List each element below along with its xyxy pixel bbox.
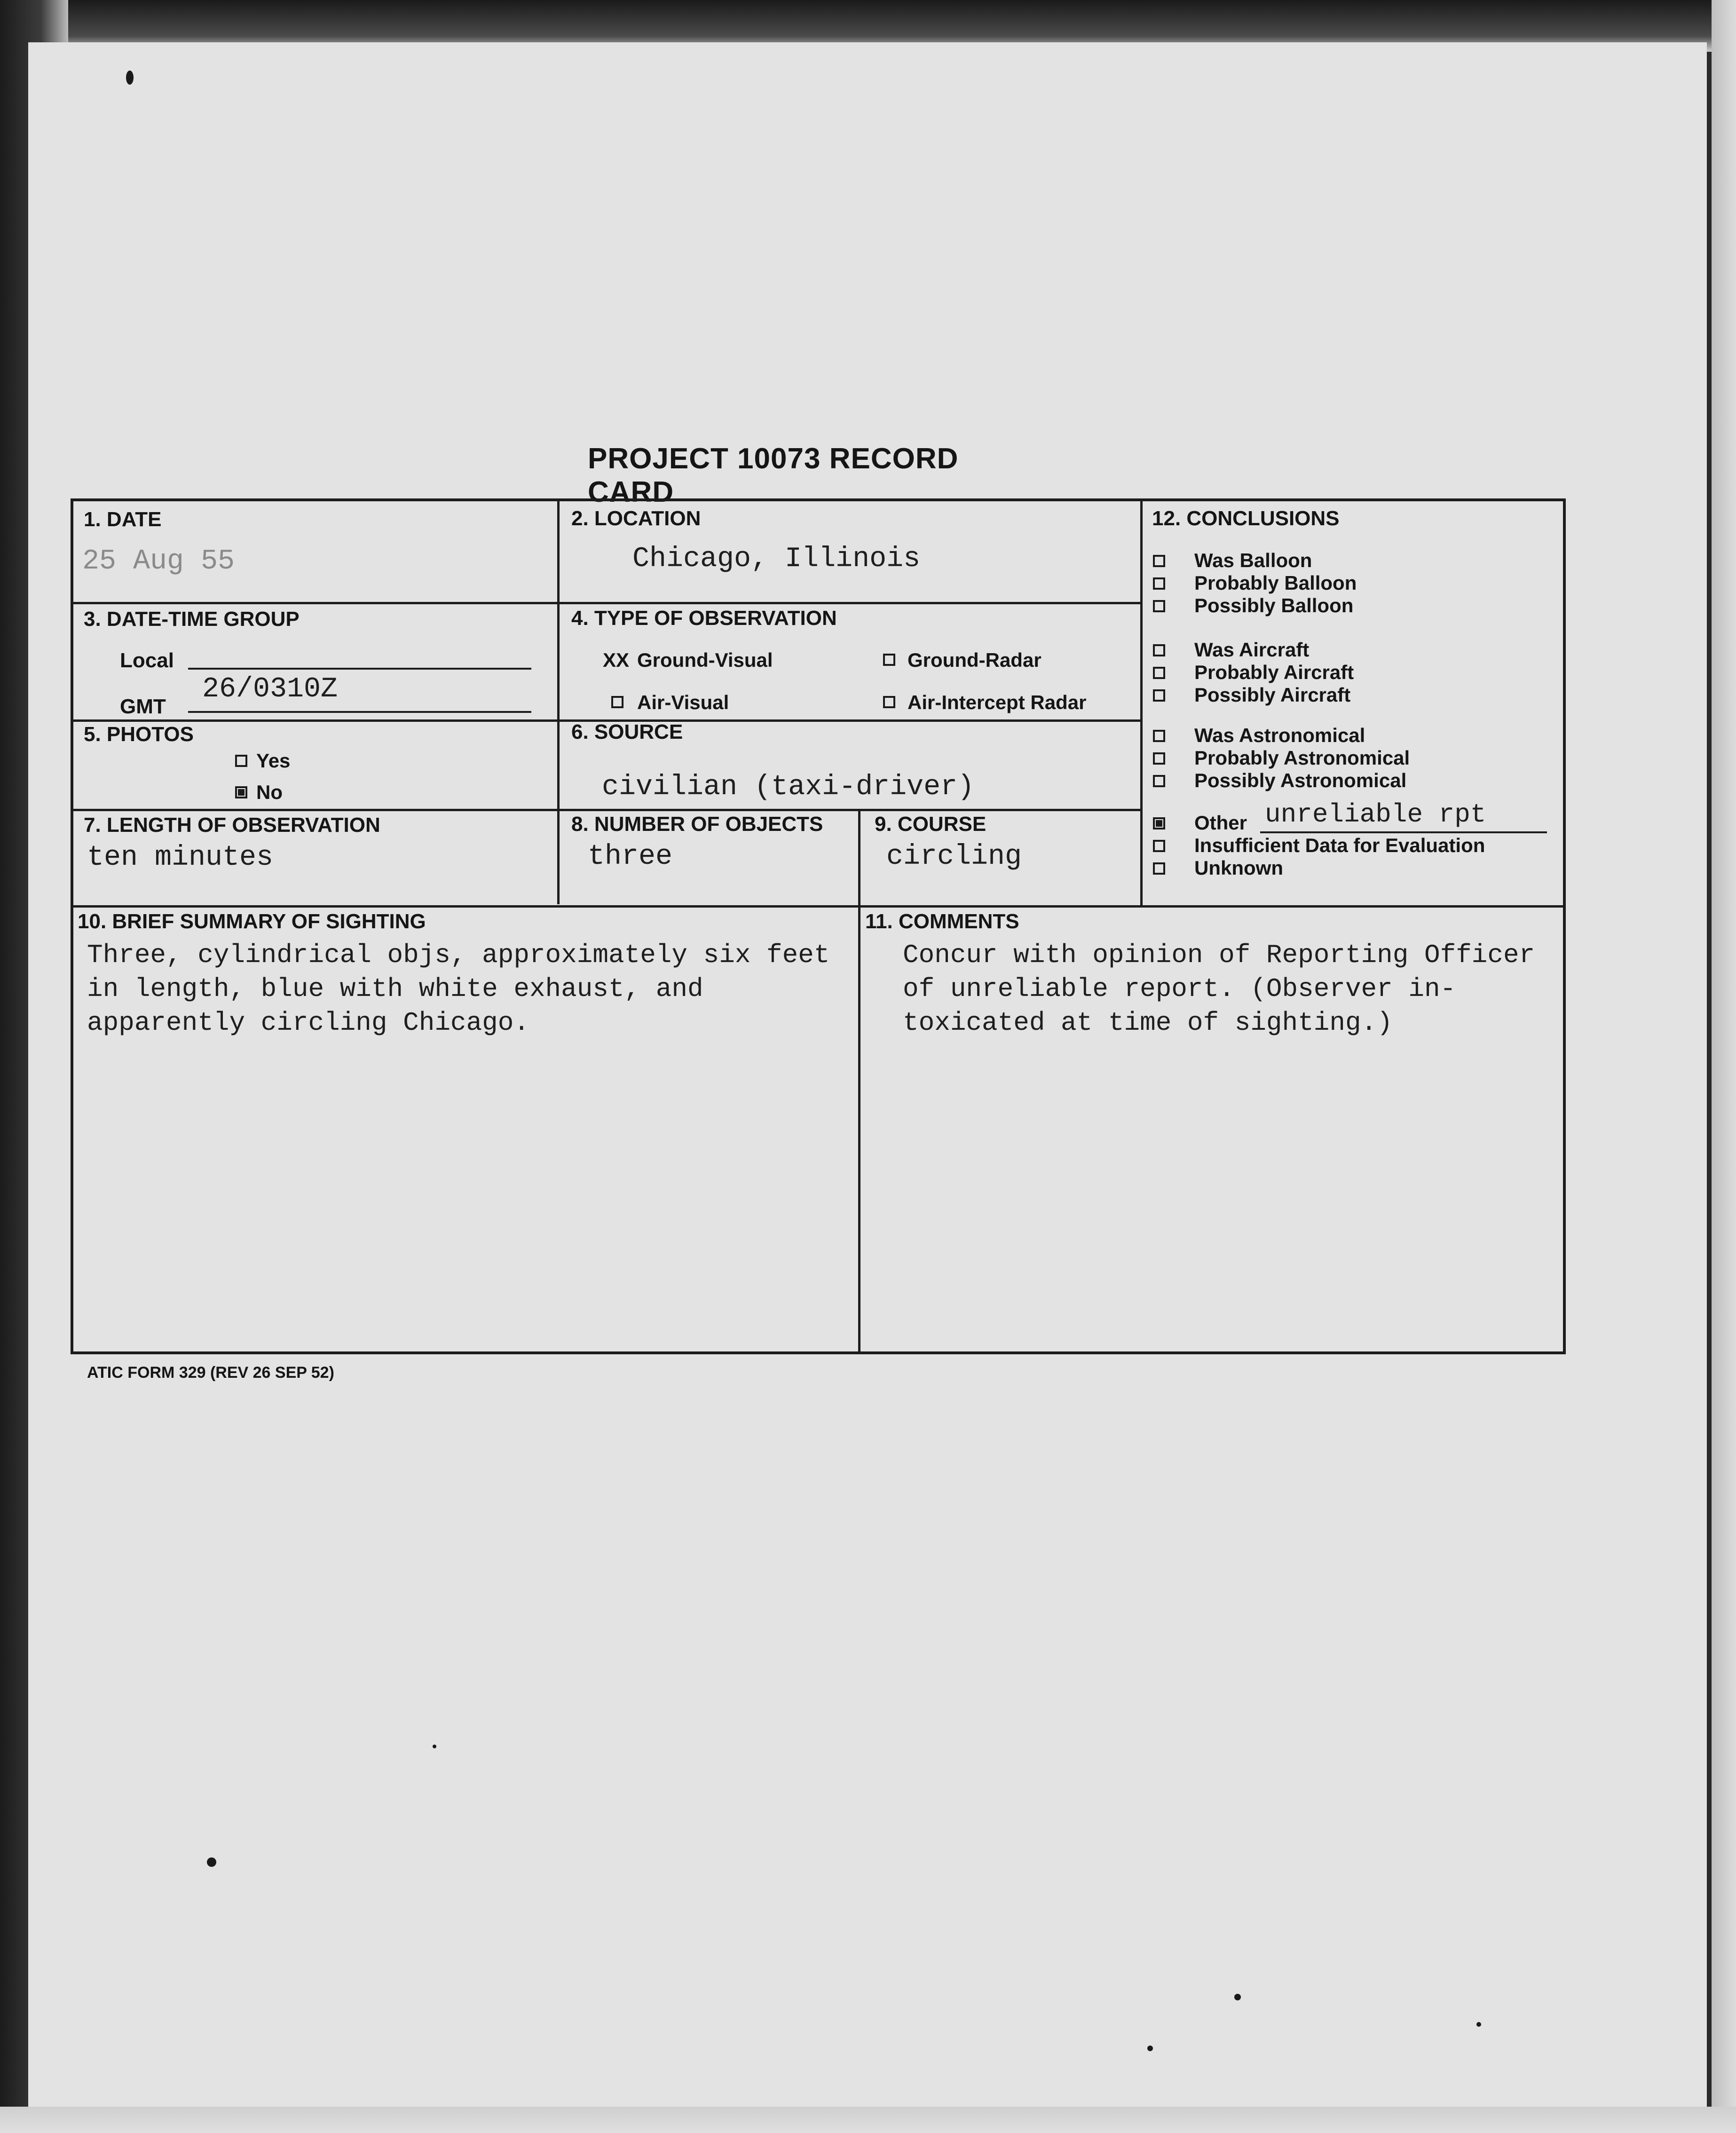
ground-radar-label: Ground-Radar: [907, 649, 1042, 671]
scan-edge-right: [1712, 0, 1736, 2133]
photos-no-label: No: [256, 781, 283, 803]
was-balloon-checkbox[interactable]: [1153, 555, 1165, 567]
date-value: 25 Aug 55: [82, 545, 235, 577]
form-footer: ATIC FORM 329 (REV 26 SEP 52): [87, 1364, 334, 1382]
dtg-gmt-line: [188, 711, 531, 713]
divider-row1: [71, 602, 1143, 604]
comments-line-2: of unreliable report. (Observer in-: [903, 974, 1456, 1004]
possibly-balloon-checkbox[interactable]: [1153, 600, 1165, 612]
comments-line-1: Concur with opinion of Reporting Officer: [903, 940, 1535, 970]
comments-label: 11. COMMENTS: [865, 910, 1019, 933]
was-astronomical-label: Was Astronomical: [1194, 724, 1365, 746]
dtg-gmt-value: 26/0310Z: [202, 673, 338, 705]
probably-aircraft-checkbox[interactable]: [1153, 667, 1165, 679]
unknown-checkbox[interactable]: [1153, 862, 1165, 875]
possibly-aircraft-checkbox[interactable]: [1153, 689, 1165, 702]
summary-label: 10. BRIEF SUMMARY OF SIGHTING: [78, 910, 426, 933]
scan-edge-bottom: [0, 2107, 1736, 2133]
photos-yes-checkbox[interactable]: [235, 755, 247, 767]
was-astronomical-checkbox[interactable]: [1153, 730, 1165, 742]
summary-line-1: Three, cylindrical objs, approximately six feet: [87, 940, 830, 970]
divider-col-conclusions: [1140, 500, 1143, 908]
other-value: unreliable rpt: [1265, 799, 1486, 830]
divider-row4: [71, 905, 1566, 908]
photos-yes-label: Yes: [256, 750, 291, 772]
was-aircraft-label: Was Aircraft: [1194, 639, 1310, 661]
dtg-gmt-label: GMT: [120, 695, 166, 718]
objects-label: 8. NUMBER OF OBJECTS: [571, 813, 823, 836]
summary-text: [87, 938, 829, 1040]
was-aircraft-checkbox[interactable]: [1153, 644, 1165, 656]
divider-col1: [557, 500, 560, 904]
possibly-aircraft-label: Possibly Aircraft: [1194, 684, 1351, 706]
scan-speck: [207, 1857, 216, 1867]
insufficient-checkbox[interactable]: [1153, 840, 1165, 852]
dtg-local-label: Local: [120, 649, 174, 672]
possibly-balloon-label: Possibly Balloon: [1194, 594, 1354, 616]
air-visual-label: Air-Visual: [637, 691, 729, 713]
ground-visual-label: Ground-Visual: [637, 649, 773, 671]
summary-line-3: apparently circling Chicago.: [87, 1008, 529, 1038]
length-label: 7. LENGTH OF OBSERVATION: [84, 814, 380, 837]
other-label: Other: [1194, 812, 1247, 834]
ground-visual-mark: XX: [603, 649, 630, 671]
conclusions-label: 12. CONCLUSIONS: [1152, 507, 1340, 530]
scan-speck: [1147, 2046, 1153, 2051]
location-label: 2. LOCATION: [571, 507, 701, 530]
date-label: 1. DATE: [84, 508, 162, 531]
was-balloon-label: Was Balloon: [1194, 549, 1312, 571]
air-intercept-checkbox[interactable]: [883, 696, 895, 708]
photos-no-checkbox[interactable]: [235, 786, 247, 798]
possibly-astronomical-checkbox[interactable]: [1153, 775, 1165, 787]
probably-balloon-checkbox[interactable]: [1153, 577, 1165, 590]
unknown-label: Unknown: [1194, 857, 1283, 879]
other-line: [1260, 831, 1547, 833]
probably-aircraft-label: Probably Aircraft: [1194, 661, 1354, 683]
length-value: ten minutes: [87, 842, 274, 874]
location-value: Chicago, Illinois: [632, 543, 921, 575]
possibly-astronomical-label: Possibly Astronomical: [1194, 769, 1407, 791]
objects-value: three: [588, 841, 673, 873]
other-checkbox[interactable]: [1153, 817, 1165, 830]
source-value: civilian (taxi-driver): [602, 771, 975, 803]
divider-objects-course: [858, 809, 860, 1354]
comments-text: [903, 938, 1535, 1040]
ground-radar-checkbox[interactable]: [883, 654, 895, 666]
dtg-local-line: [188, 668, 531, 670]
scan-speck: [1234, 1994, 1241, 2000]
air-visual-checkbox[interactable]: [611, 696, 623, 708]
probably-astronomical-label: Probably Astronomical: [1194, 747, 1410, 769]
course-value: circling: [886, 841, 1022, 873]
air-intercept-label: Air-Intercept Radar: [907, 691, 1087, 713]
course-label: 9. COURSE: [875, 813, 986, 836]
scan-speck: [433, 1745, 436, 1748]
observation-label: 4. TYPE OF OBSERVATION: [571, 607, 837, 630]
source-label: 6. SOURCE: [571, 720, 683, 743]
comments-line-3: toxicated at time of sighting.): [903, 1008, 1393, 1038]
scan-speck: [126, 71, 134, 85]
divider-row3: [71, 809, 1143, 811]
scan-speck: [1476, 2022, 1481, 2027]
photos-label: 5. PHOTOS: [84, 723, 194, 746]
probably-astronomical-checkbox[interactable]: [1153, 752, 1165, 765]
summary-line-2: in length, blue with white exhaust, and: [87, 974, 703, 1004]
probably-balloon-label: Probably Balloon: [1194, 572, 1357, 594]
card-title: PROJECT 10073 RECORD CARD: [588, 442, 959, 508]
insufficient-label: Insufficient Data for Evaluation: [1194, 834, 1485, 856]
dtg-label: 3. DATE-TIME GROUP: [84, 608, 300, 631]
